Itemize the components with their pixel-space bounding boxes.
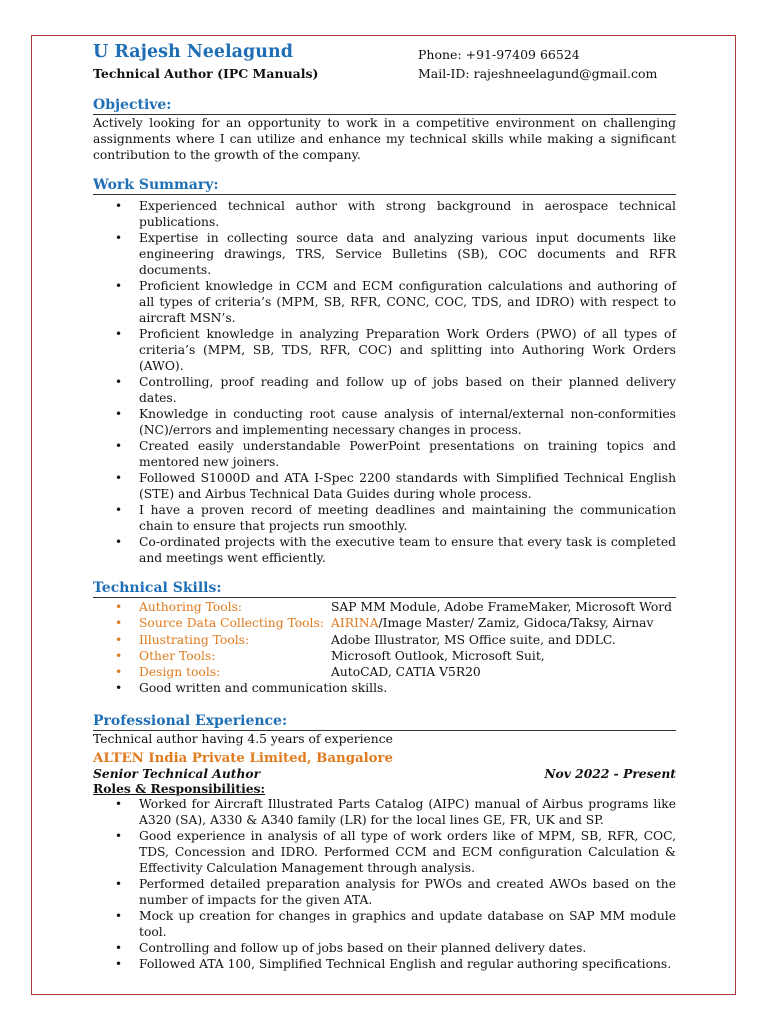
candidate-name: U Rajesh Neelagund (93, 42, 293, 62)
skill-row (93, 664, 676, 680)
list-item: • Mock up creation for changes in graphics and update database on SAP MM module tool. (93, 908, 676, 940)
skill-value-rest: /Image Master/ Zamiz, Gidoca/Taksy, Airnav (378, 616, 654, 631)
roles-heading: Roles & Responsibilities: (93, 780, 266, 796)
skill-row (93, 632, 676, 648)
job-role: Senior Technical Author (93, 765, 261, 781)
role-line (93, 766, 676, 781)
skill-value: Adobe Illustrator, MS Office suite, and DDLC. (331, 632, 616, 647)
skill-label: • Authoring Tools: (139, 600, 243, 614)
work-summary-list (93, 198, 676, 566)
list-item: • Worked for Aircraft Illustrated Parts Catalog (AIPC) manual of Airbus programs like A320 (SA), A330 & A340 family (LR) for the local lines GE, FR, UK and SP. (93, 796, 676, 828)
list-item: • Proficient knowledge in CCM and ECM configuration calculations and authoring of all types of criteria’s (MPM, SB, RFR, CONC, COC, TDS, and IDRO) with respect to aircraft MSN’s. (93, 278, 676, 326)
skills-list (93, 599, 676, 697)
skill-extra: • Good written and communication skills. (139, 681, 388, 696)
contact-email: Mail-ID: rajeshneelagund@gmail.com (418, 66, 658, 81)
list-item: • Co-ordinated projects with the executive team to ensure that every task is completed and meetings went efficiently. (93, 534, 676, 566)
skill-row (93, 599, 676, 615)
list-item: • Controlling, proof reading and follow up of jobs based on their planned delivery dates. (93, 374, 676, 406)
skill-row (93, 615, 676, 631)
list-item: • Good experience in analysis of all type of work orders like of MPM, SB, RFR, COC, TDS, Concession and IDRO. Performed CCM and ECM configuration Calculation & Effectivity Calculation Management through analysis. (93, 828, 676, 876)
experience-summary: Technical author having 4.5 years of experience (93, 731, 393, 746)
objective-heading: Objective: (93, 97, 676, 115)
list-item: • Followed S1000D and ATA I-Spec 2200 standards with Simplified Technical English (STE) and Airbus Technical Data Guides during whole process. (93, 470, 676, 502)
technical-skills-heading: Technical Skills: (93, 580, 676, 598)
skill-value-highlight: AIRINA (331, 616, 379, 631)
skill-value: Microsoft Outlook, Microsoft Suit, (331, 648, 545, 663)
skill-row (93, 680, 676, 696)
list-item: • Proficient knowledge in analyzing Preparation Work Orders (PWO) of all types of criteria’s (MPM, SB, TDS, RFR, COC) and splitting into Authoring Work Orders (AWO). (93, 326, 676, 374)
list-item: • Expertise in collecting source data and analyzing various input documents like engineering drawings, TRS, Service Bulletins (SB), COC documents and RFR documents. (93, 230, 676, 278)
skill-value (331, 615, 653, 631)
list-item: • Controlling and follow up of jobs based on their planned delivery dates. (93, 940, 676, 956)
responsibilities-list (93, 796, 676, 972)
objective-section (93, 97, 676, 163)
skill-label: • Other Tools: (139, 648, 216, 663)
experience-section (93, 713, 676, 972)
work-summary-heading: Work Summary: (93, 177, 676, 195)
skill-label: • Illustrating Tools: (139, 632, 250, 647)
resume-content (93, 42, 676, 972)
skill-label: • Source Data Collecting Tools: (139, 616, 324, 631)
technical-skills-section (93, 580, 676, 697)
skill-row (93, 648, 676, 664)
skill-value: AutoCAD, CATIA V5R20 (331, 665, 481, 680)
skill-label: • Design tools: (139, 665, 221, 680)
list-item: • I have a proven record of meeting deadlines and maintaining the communication chain to ensure that projects run smoothly. (93, 502, 676, 534)
objective-text: Actively looking for an opportunity to work in a competitive environment on challenging assignments where I can utilize and enhance my technical skills while making a significant contribution to the growth of the company. (93, 116, 676, 162)
resume-header (93, 42, 676, 88)
work-summary-section (93, 177, 676, 566)
list-item: • Experienced technical author with strong background in aerospace technical publications. (93, 198, 676, 230)
list-item: • Performed detailed preparation analysis for PWOs and created AWOs based on the number of impacts for the given ATA. (93, 876, 676, 908)
list-item: • Created easily understandable PowerPoint presentations on training topics and mentored new joiners. (93, 438, 676, 470)
candidate-title: Technical Author (IPC Manuals) (93, 66, 319, 81)
skill-value: SAP MM Module, Adobe FrameMaker, Microsoft Word (331, 600, 673, 614)
list-item: • Knowledge in conducting root cause analysis of internal/external non-conformities (NC)/errors and implementing necessary changes in process. (93, 406, 676, 438)
job-dates: Nov 2022 - Present (544, 765, 676, 781)
contact-phone: Phone: +91-97409 66524 (418, 47, 580, 62)
list-item: • Followed ATA 100, Simplified Technical English and regular authoring specifications. (93, 956, 676, 972)
experience-heading: Professional Experience: (93, 713, 676, 731)
company-name: ALTEN India Private Limited, Bangalore (93, 750, 394, 766)
